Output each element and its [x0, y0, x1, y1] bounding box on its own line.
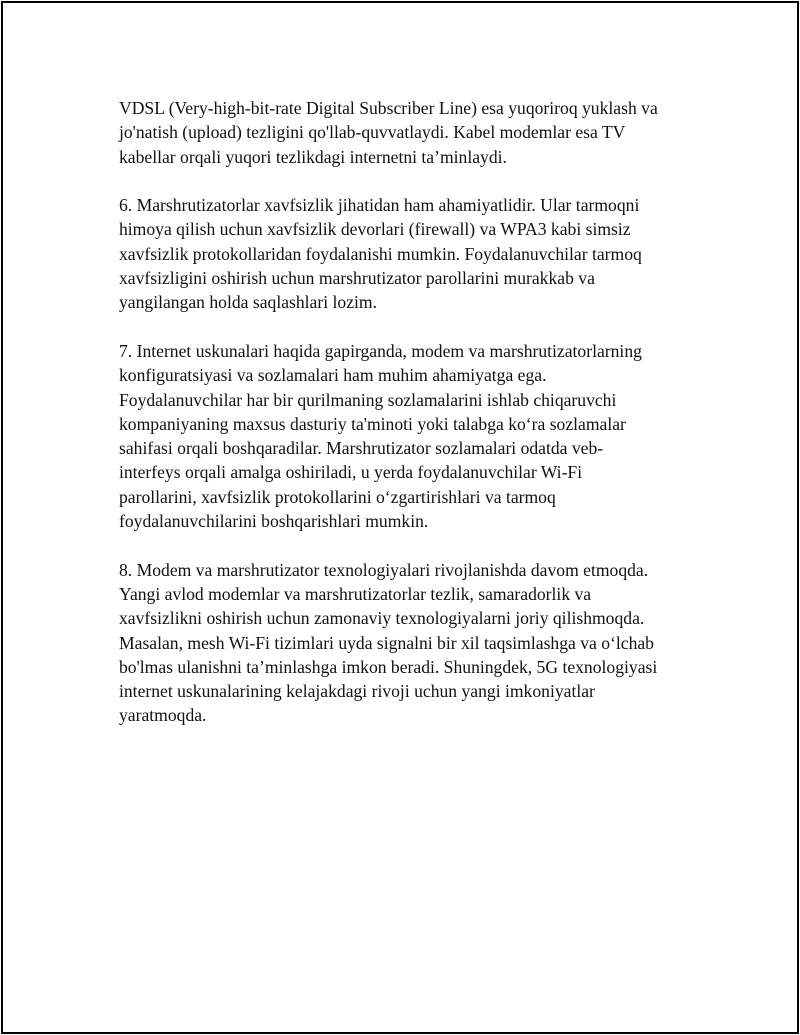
paragraph-8-technology-development: 8. Modem va marshrutizator texnologiyalari rivojlanishda davom etmoqda. Yangi avlod modemlar va marshrutizatorlar tezlik, samaradorlik va xavfsizlikni oshirish uchun zamonaviy texnologiyalarni joriy qilishmoqda. Masalan, mesh Wi-Fi tizimlari uyda signalni bir xil taqsimlashga va o‘lchab bo'lmas ulanishni ta’minlashga imkon beradi. Shuningdek, 5G texnologiyasi internet uskunalarining kelajakdagi rivoji uchun yangi imkoniyatlar yaratmoqda. — [119, 559, 658, 726]
paragraph-7-configuration: 7. Internet uskunalari haqida gapirganda, modem va marshrutizatorlarning konfiguratsiyasi va sozlamalari ham muhim ahamiyatga ega. Foydalanuvchilar har bir qurilmaning sozlamalarini ishlab chiqaruvchi kompaniyaning maxsus dasturiy ta'minoti yoki talabga ko‘ra sozlamalar sahifasi orqali boshqaradilar. Marshrutizator sozlamalari odatda veb- interfeys orqali amalga oshiriladi, u yerda foydalanuvchilar Wi-Fi parollarini, xavfsizlik protokollarini o‘zgartirishlari va tarmoq foydalanuvchilarini boshqarishlari mumkin. — [119, 340, 642, 532]
paragraph-vdsl: VDSL (Very-high-bit-rate Digital Subscriber Line) esa yuqoriroq yuklash va jo'natish (upload) tezligini qo'llab-quvvatlaydi. Kabel modemlar esa TV kabellar orqali yuqori tezlikdagi internetni ta’minlaydi. — [119, 98, 658, 167]
paragraph-6-router-security: 6. Marshrutizatorlar xavfsizlik jihatidan ham ahamiyatlidir. Ular tarmoqni himoya qilish uchun xavfsizlik devorlari (firewall) va WPA3 kabi simsiz xavfsizlik protokollaridan foydalanishi mumkin. Foydalanuvchilar tarmoq xavfsizligini oshirish uchun marshrutizator parollarini murakkab va yangilangan holda saqlashlari lozim. — [119, 195, 642, 313]
document-page — [1, 1, 799, 1034]
document-body — [119, 96, 699, 752]
